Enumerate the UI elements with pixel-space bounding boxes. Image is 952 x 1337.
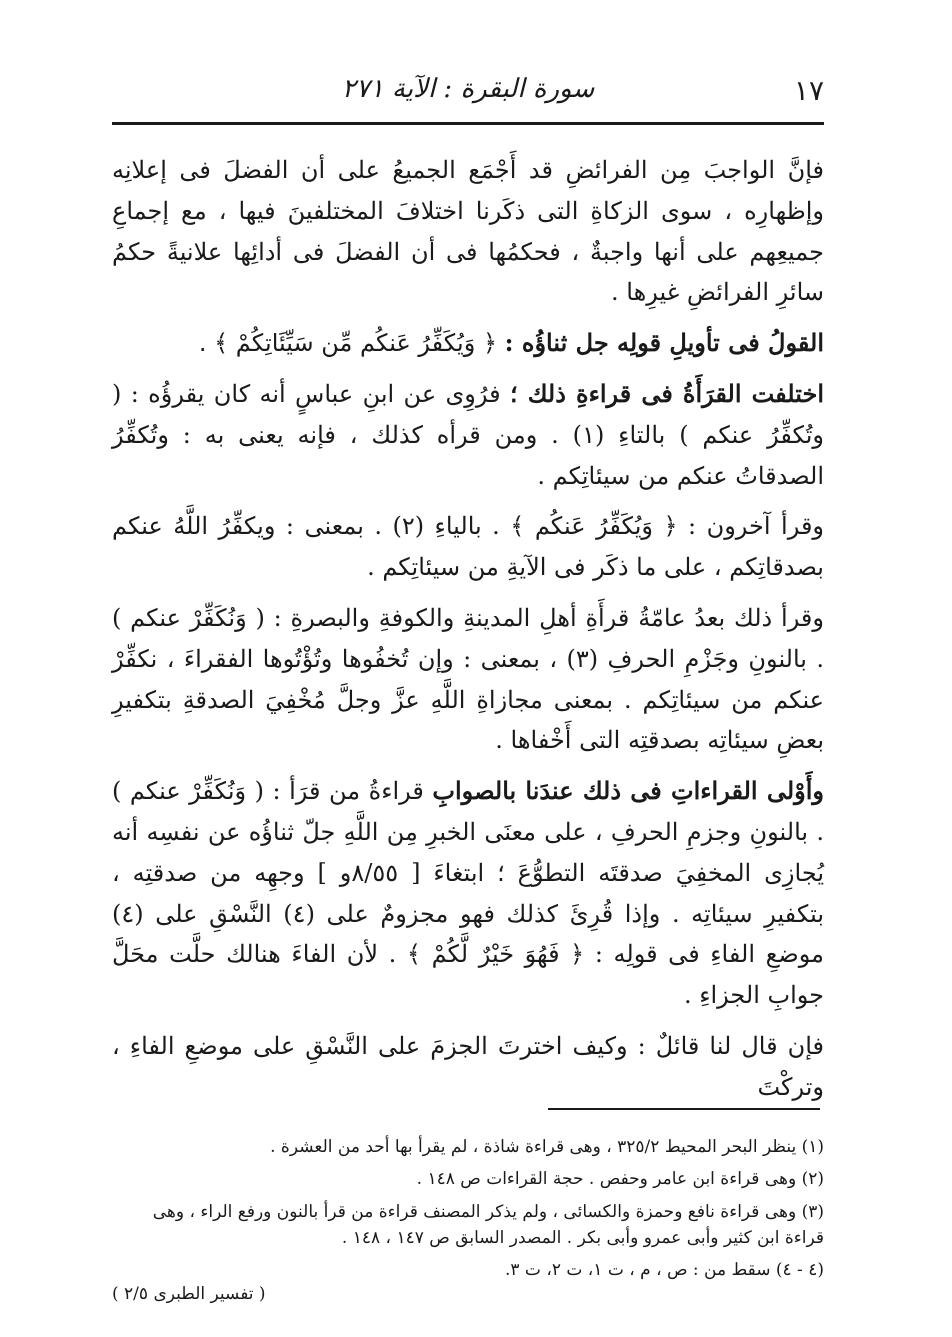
- paragraph-2: [112, 374, 824, 496]
- page-header: [112, 64, 824, 120]
- footnote-4: (٤ - ٤) سقط من : ص ، م ، ت ١، ت ٢، ت ٣.: [504, 1260, 824, 1281]
- paragraph-2-lead: اختلفت القرَأَةُ فى قراءةِ ذلك ؛: [509, 378, 824, 408]
- header-rule: [112, 122, 824, 125]
- quran-verse: ﴿ وَيُكَفِّرُ عَنكُم مِّن سَيِّئَاتِكُمْ ﴾ .: [198, 329, 498, 358]
- paragraph-2-line-2: عنكم ) بالتاءِ (١) . ومن قرأه كذلك ، فإنه يعنى به : وتُكفِّرُ الصدقاتُ عنكم من سيئاتِكم .: [112, 420, 824, 490]
- paragraph-3: وقرأ آخرون : ﴿ وَيُكَفِّرُ عَنكُم ﴾ . بالياءِ (٢) . بمعنى : ويكفِّرُ اللَّهُ عنكم بصدقاتِكم ، على ما ذكَر فى الآيةِ من سيئاتِكم .: [112, 512, 825, 582]
- footnote-2: (٢) وهى قراءة ابن عامر وحفص . حجة القراءات ص ١٤٨ .: [416, 1169, 824, 1190]
- paragraph-5: [112, 771, 824, 1016]
- footnote-1: (١) ينظر البحر المحيط ٣٢٥/٢ ، وهى قراءة شاذة ، لم يقرأ بها أحد من العشرة .: [270, 1137, 824, 1157]
- main-text: [112, 150, 824, 1118]
- footnotes: [112, 1134, 824, 1290]
- paragraph-5-rest: قراءةُ من قرَأ : ( وَنُكَفِّرْ عنكم ) . بالنونِ وجزمِ الحرفِ ، على معنَى الخبرِ مِن اللَّهِ جلّ ثناؤُه عن نفسِه أنه يُجازِى المخفِيَ صدقتَه التطوُّعَ ؛ ابتغاءَ [ ٨/٥٥و ] وجهِه من صدقتِه ، بتكفيرِ سيئاتِه . وإذا قُرِئَ كذلك فهو مجزومٌ على (٤) النَّسْقِ على (٤) موضعِ الفاءِ فى قولِه : ﴿ فَهُوَ خَيْرٌ لَّكُمْ ﴾ . لأن الفاءَ هنالك حلَّت محَلَّ جوابِ الجزاءِ .: [112, 777, 824, 1010]
- paragraph-heading-verse: [112, 323, 824, 364]
- paragraph-4: وقرأ ذلك بعدُ عامّةُ قرأَةِ أهلِ المدينةِ والكوفةِ والبصرةِ : ( وَنُكَفِّرْ عنكم ) . بالنونِ وجَزْمِ الحرفِ (٣) ، بمعنى : وإن تُخفُوها وتُؤْتُوها الفقراءَ ، نكفِّرْ عنكم من سيئاتِكم . بمعنى مجازاةِ اللَّهِ عزَّ وجلَّ مُخْفِيَ الصدقةِ بتكفيرِ بعضِ سيئاتِه بصدقتِه التى أَخْفاها .: [112, 603, 825, 755]
- paragraph-5-lead: وأَوْلى القراءاتِ فى ذلك عندَنا بالصوابِ: [432, 776, 824, 806]
- paragraph-2-line-1: فرُوِى عن ابنِ عباسٍ أنه كان يقرؤُه : ( وتُكفِّرُ: [112, 379, 825, 449]
- volume-signature: ( تفسير الطبرى ٢/٥ ): [112, 1284, 266, 1304]
- footnote-rule: [548, 1108, 820, 1110]
- page-number: ١٧: [793, 74, 824, 107]
- paragraph-6: فإن قال لنا قائلٌ : وكيف اخترتَ الجزمَ على النَّسْقِ على موضعِ الفاءِ ، وتركْتَ: [112, 1031, 824, 1101]
- running-title: سورة البقرة : الآية ٢٧١: [341, 74, 595, 104]
- paragraph-1: فإنَّ الواجبَ مِن الفرائضِ قد أَجْمَع الجميعُ على أن الفضلَ فى إعلانِه وإظهارِه ، سوى الزكاةِ التى ذكَرنا اختلافَ المختلفينَ فيها ، مع إجماعِ جميعِهم على أنها واجبةٌ ، فحكمُها فى أن الفضلَ فى أدائِها علانيةً حكمُ سائرِ الفرائضِ غيرِها .: [112, 156, 824, 307]
- footnote-3: (٣) وهى قراءة نافع وحمزة والكسائى ، ولم يذكر المصنف قراءة من قرأ بالنون ورفع الراء ، وهى قراءة ابن كثير وأبى عمرو وأبى بكر . المصدر السابق ص ١٤٧ ، ١٤٨ .: [152, 1201, 824, 1249]
- section-heading: القولُ فى تأويلِ قولِه جل ثناؤُه :: [504, 328, 824, 358]
